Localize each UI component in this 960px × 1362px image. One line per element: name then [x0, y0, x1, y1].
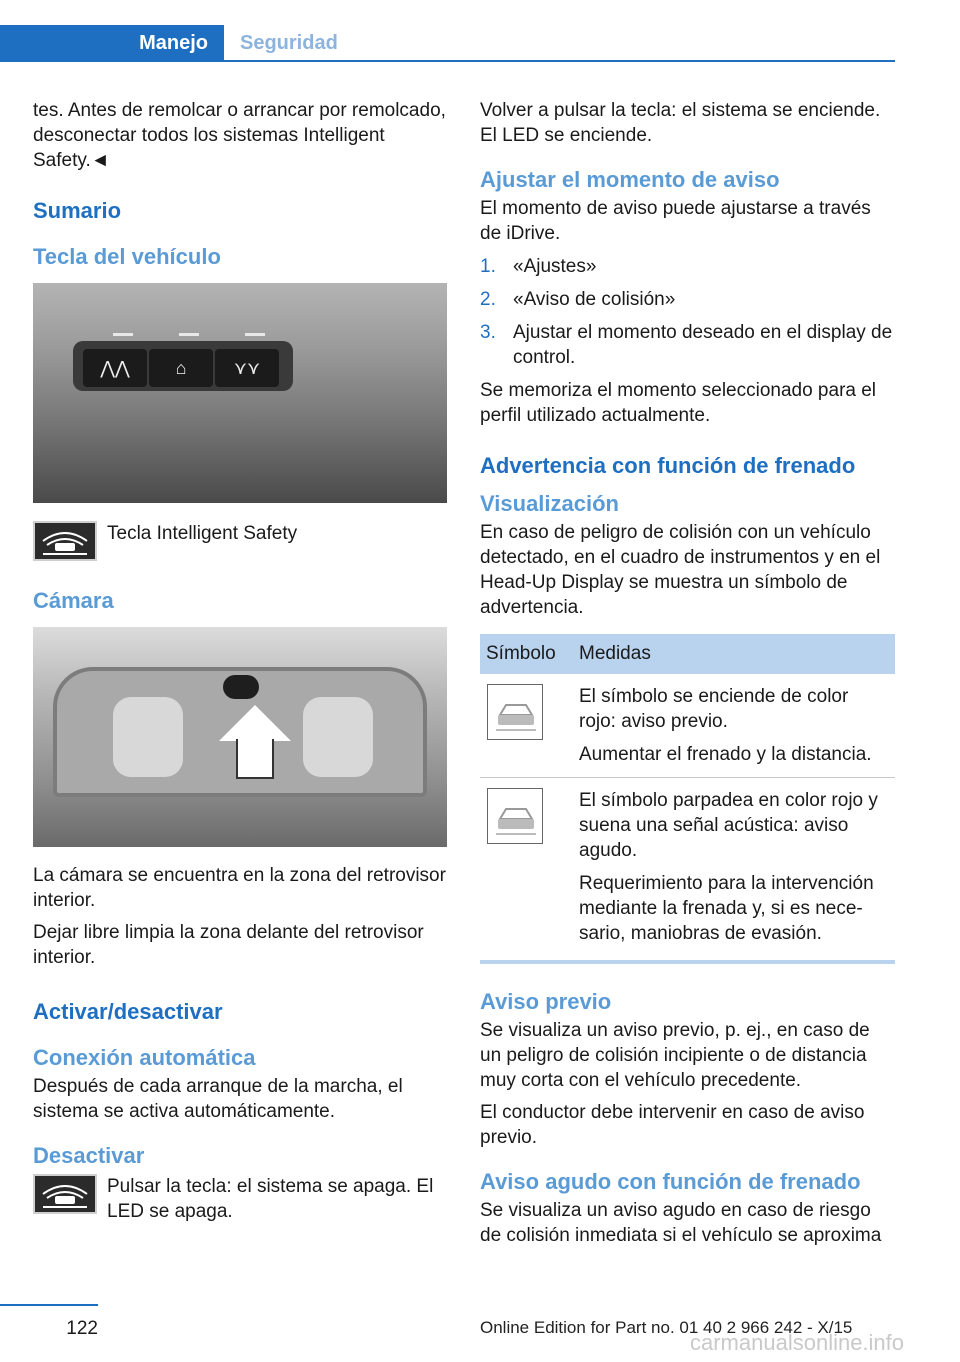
arrow-stem [236, 739, 274, 779]
aviso-previo-paragraph-1: Se visualiza un aviso previo, p. ej., en caso de un peligro de colisión incipiente o de distancia muy corta con el vehículo precedente. [480, 1020, 870, 1091]
camara-paragraph-2: Dejar libre limpia la zona delante del retrovisor interior. [33, 922, 424, 968]
camera-photo [33, 627, 447, 847]
intelligent-safety-button-icon: ⌂ [149, 349, 213, 387]
heading-aviso-agudo: Aviso agudo con función de frenado [480, 1169, 861, 1194]
tab-manejo[interactable]: Manejo [0, 25, 224, 61]
vehicle-buttons-photo [33, 283, 447, 503]
tecla-caption: Tecla Intelligent Safety [107, 523, 298, 544]
camera-lens-icon [223, 675, 259, 699]
heading-visualizacion: Visualización [480, 491, 619, 516]
heading-sumario: Sumario [33, 198, 122, 223]
desactivar-paragraph: Pulsar la tecla: el sistema se apaga. El LED se apaga. [107, 1176, 434, 1222]
table-row [480, 778, 895, 963]
heading-aviso-previo: Aviso previo [480, 989, 612, 1014]
intro-paragraph: tes. Antes de remolcar o arrancar por remolcado, desconectar todos los sistemas Intelligent Safety.◄ [33, 100, 446, 171]
right-column [480, 98, 894, 1255]
ajustar-paragraph: El momento de aviso puede ajustarse a través de iDrive. [480, 198, 871, 244]
page-number: 122 [66, 1318, 98, 1339]
heading-camara: Cámara [33, 588, 114, 613]
tab-seguridad[interactable]: Seguridad [240, 32, 338, 54]
list-item: 3. Ajustar el momento deseado en el display de control. [480, 322, 893, 368]
led-indicator [113, 333, 133, 336]
car-warning-icon [487, 788, 543, 844]
table-row [480, 674, 895, 778]
steps-list [480, 254, 894, 370]
warning-symbol-table [480, 634, 895, 964]
row1-text-1: El símbolo se enciende de color rojo: aviso previo. [579, 686, 849, 732]
heading-ajustar: Ajustar el momento de aviso [480, 167, 780, 192]
edition-text: Online Edition for Part no. 01 40 2 966 242 - X/15 [480, 1318, 853, 1337]
aviso-previo-paragraph-2: El conductor debe intervenir en caso de aviso previo. [480, 1102, 865, 1148]
led-indicator [245, 333, 265, 336]
footer-divider [0, 1304, 98, 1306]
aviso-agudo-paragraph: Se visualiza un aviso agudo en caso de riesgo de colisión inmediata si el vehículo se aproxima [480, 1200, 882, 1246]
table-header-medidas: Medidas [573, 634, 895, 674]
table-header-simbolo: Símbolo [480, 634, 573, 674]
list-item: 1. «Ajustes» [480, 256, 597, 277]
car-warning-icon [487, 684, 543, 740]
desactivar-row [33, 1174, 447, 1224]
list-item: 2. «Aviso de colisión» [480, 289, 676, 310]
arrow-up-icon [219, 705, 291, 741]
seat [303, 697, 373, 777]
heading-advertencia: Advertencia con función de frenado [480, 453, 856, 478]
intelligent-safety-icon [33, 1174, 97, 1214]
heading-activar: Activar/desactivar [33, 999, 223, 1024]
heading-conexion: Conexión automática [33, 1045, 256, 1070]
encender-paragraph: Volver a pulsar la tecla: el sistema se enciende. El LED se enciende. [480, 100, 881, 146]
conexion-paragraph: Después de cada arranque de la marcha, el sistema se activa automáticamente. [33, 1076, 403, 1122]
seat [113, 697, 183, 777]
lane-assist-button-icon: ⋀⋀ [83, 349, 147, 387]
header-divider [0, 60, 895, 62]
row2-text-2: Requerimiento para la intervención mediante la frenada y, si es necesario, maniobras de evasión. [579, 873, 874, 944]
visualizacion-paragraph: En caso de peligro de colisión con un vehículo detectado, en el cuadro de instrumentos y en el Head-Up Display se muestra un símbolo de advertencia. [480, 522, 881, 618]
camara-paragraph-1: La cámara se encuentra en la zona del retrovisor interior. [33, 865, 446, 911]
row1-text-2: Aumentar el frenado y la distancia. [579, 744, 872, 765]
memoriza-paragraph: Se memoriza el momento seleccionado para el perfil utilizado actualmente. [480, 380, 877, 426]
tecla-caption-row [33, 521, 447, 561]
row2-text-1: El símbolo parpadea en color rojo y suena una señal acústica: aviso agudo. [579, 790, 878, 861]
left-column [33, 98, 447, 1224]
top-navigation [0, 0, 960, 62]
led-indicator [179, 333, 199, 336]
intelligent-safety-icon [33, 521, 97, 561]
heading-tecla-vehiculo: Tecla del vehículo [33, 244, 221, 269]
pedestrian-warning-button-icon: ⋎⋎ [215, 349, 279, 387]
watermark: carmanualsonline.info [690, 1330, 905, 1355]
heading-desactivar: Desactivar [33, 1143, 145, 1168]
